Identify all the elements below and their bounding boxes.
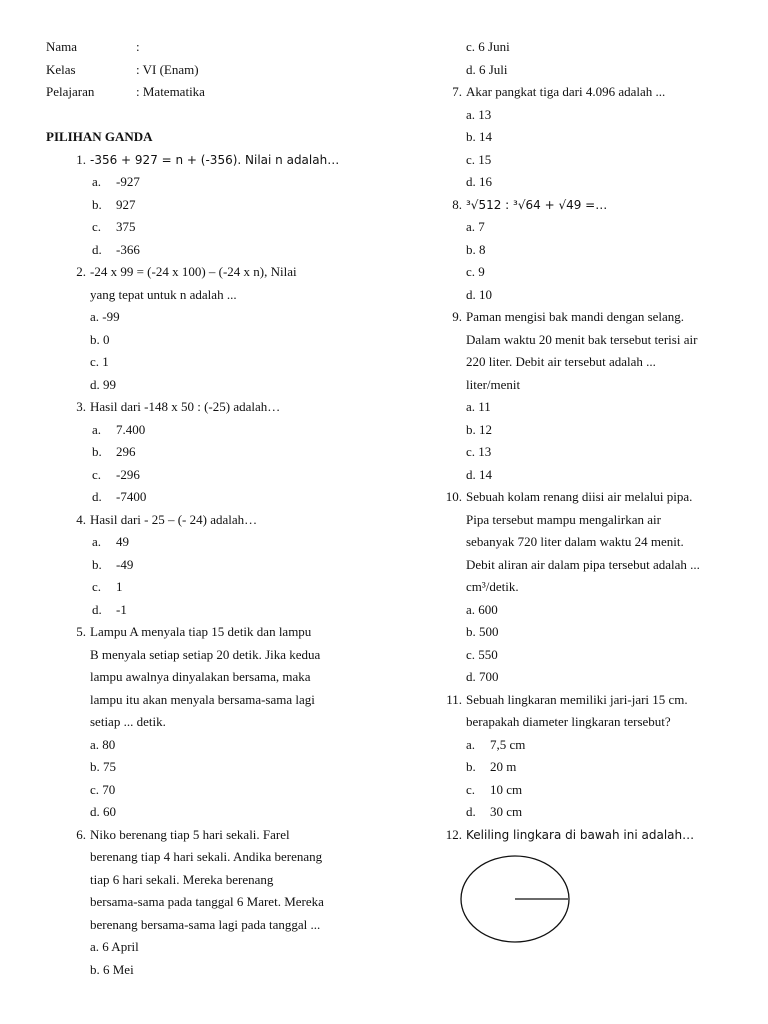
question-text-cont: Dalam waktu 20 menit bak tersebut terisi air (466, 331, 698, 347)
option-d: d. 10 (466, 286, 492, 302)
question-number: 6. (76, 826, 86, 842)
question-text-cont: sebanyak 720 liter dalam waktu 24 menit. (466, 534, 684, 549)
pelajaran-value: : Matematika (136, 84, 205, 99)
question-text: ³√512 : ³√64 + √49 =… (466, 197, 608, 212)
option-a: a. 7.400 (92, 421, 146, 437)
question-text-cont: yang tepat untuk n adalah ... (90, 286, 237, 302)
option-d: d. 30 cm (466, 804, 523, 819)
question-text-cont: lampu awalnya dinyalakan bersama, maka (90, 669, 311, 684)
option-b: b. 75 (90, 759, 116, 774)
question-text-cont: bersama-sama pada tanggal 6 Maret. Mereka (90, 894, 324, 909)
question-4 (46, 509, 386, 532)
kelas-label: Kelas (46, 61, 76, 77)
option-a: a. 13 (466, 106, 492, 122)
question-text-cont: berenang tiap 4 hari sekali. Andika berenang (90, 849, 323, 864)
question-number: 8. (452, 196, 462, 212)
question-text: Hasil dari - 25 – (- 24) adalah… (90, 511, 258, 527)
question-number: 1. (76, 151, 86, 167)
option-a: a. 7 (466, 219, 485, 234)
option-a: a. 80 (90, 736, 116, 752)
option-d: d. 16 (466, 174, 492, 189)
option-c: c. -296 (92, 466, 140, 482)
question-text-cont: lampu itu akan menyala bersama-sama lagi (90, 691, 315, 707)
header-nama (46, 36, 386, 59)
option-d: d. -1 (92, 601, 127, 617)
option-d: d. 60 (90, 804, 116, 819)
question-text: Lampu A menyala tiap 15 detik dan lampu (90, 624, 312, 639)
question-text-cont: liter/menit (466, 376, 521, 392)
question-text: Paman mengisi bak mandi dengan selang. (466, 309, 685, 324)
option-c: c. 9 (466, 264, 485, 279)
question-text-cont: tiap 6 hari sekali. Mereka berenang (90, 871, 274, 887)
question-text-cont: berapakah diameter lingkaran tersebut? (466, 714, 671, 729)
nama-value: : (136, 39, 140, 54)
option-a: a. -927 (92, 174, 140, 189)
question-text-cont: 220 liter. Debit air tersebut adalah ... (466, 354, 656, 369)
option-c: c. 13 (466, 444, 492, 459)
option-d: d. -7400 (92, 489, 147, 504)
question-text: Hasil dari -148 x 50 : (-25) adalah… (90, 399, 281, 414)
question-6 (46, 824, 386, 847)
option-d: d. 14 (466, 466, 492, 482)
question-7 (422, 81, 742, 104)
question-text: Keliling lingkara di bawah ini adalah… (466, 827, 695, 842)
circle-figure (458, 852, 574, 946)
question-text: Akar pangkat tiga dari 4.096 adalah ... (466, 84, 666, 99)
option-d: d. 99 (90, 376, 116, 392)
nama-label: Nama (46, 39, 78, 54)
question-number: 10. (445, 489, 462, 504)
option-c: c. 10 cm (466, 781, 523, 797)
question-number: 12. (445, 826, 462, 842)
option-b: b. 296 (92, 444, 136, 459)
question-5 (46, 621, 386, 644)
option-b: b. 500 (466, 624, 499, 639)
question-text: Sebuah lingkaran memiliki jari-jari 15 cm. (466, 691, 688, 707)
option-c: c. 6 Juni (466, 39, 510, 54)
option-c: c. 15 (466, 151, 492, 167)
option-a: a. 7,5 cm (466, 736, 526, 752)
option-c: c. 1 (92, 579, 123, 594)
option-c: c. 375 (92, 219, 136, 234)
option-b: b. 8 (466, 241, 486, 257)
option-a: a. 600 (466, 601, 498, 617)
question-text: Sebuah kolam renang diisi air melalui pipa. (466, 489, 693, 504)
option-a: a. 49 (92, 534, 129, 549)
option-b: b. 12 (466, 421, 492, 437)
question-1 (46, 149, 386, 172)
question-10 (422, 486, 742, 509)
question-12 (422, 824, 742, 847)
option-b: b. -49 (92, 556, 134, 572)
header-pelajaran (46, 81, 386, 104)
question-text: Niko berenang tiap 5 hari sekali. Farel (90, 826, 290, 842)
question-number: 4. (76, 511, 86, 527)
option-c: c. 70 (90, 781, 116, 797)
option-b: b. 927 (92, 196, 136, 212)
question-number: 3. (76, 399, 86, 414)
question-number: 2. (76, 264, 86, 279)
option-b: b. 20 m (466, 759, 517, 774)
option-b: b. 14 (466, 129, 492, 144)
option-d: d. -366 (92, 241, 140, 257)
question-text-cont: berenang bersama-sama lagi pada tanggal ... (90, 916, 321, 932)
question-text-cont: Pipa tersebut mampu mengalirkan air (466, 511, 661, 527)
header-kelas (46, 59, 386, 82)
section-title: PILIHAN GANDA (46, 129, 153, 144)
question-9 (422, 306, 742, 329)
question-number: 9. (452, 309, 462, 324)
question-3 (46, 396, 386, 419)
question-text-cont: Debit aliran air dalam pipa tersebut adalah ... (466, 556, 700, 572)
option-d: d. 6 Juli (466, 61, 508, 77)
option-c: c. 1 (90, 354, 109, 369)
option-b: b. 6 Mei (90, 961, 134, 977)
left-column (46, 36, 386, 981)
pelajaran-label: Pelajaran (46, 84, 95, 99)
question-text-cont: cm³/detik. (466, 579, 519, 594)
option-a: a. 11 (466, 399, 491, 414)
option-c: c. 550 (466, 646, 498, 662)
option-a: a. -99 (90, 309, 120, 324)
kelas-value: : VI (Enam) (136, 61, 199, 77)
question-number: 7. (452, 84, 462, 99)
option-a: a. 6 April (90, 939, 139, 954)
question-text: -356 + 927 = n + (-356). Nilai n adalah… (90, 152, 340, 167)
question-number: 11. (446, 691, 462, 707)
option-b: b. 0 (90, 331, 110, 347)
question-number: 5. (76, 624, 86, 639)
question-8 (422, 194, 742, 217)
right-column (422, 36, 742, 846)
question-text-cont: B menyala setiap setiap 20 detik. Jika kedua (90, 646, 321, 662)
option-d: d. 700 (466, 669, 499, 684)
question-text-cont: setiap ... detik. (90, 714, 166, 729)
question-text: -24 x 99 = (-24 x 100) – (-24 x n), Nilai (90, 264, 297, 279)
question-2 (46, 261, 386, 284)
question-11 (422, 689, 742, 712)
